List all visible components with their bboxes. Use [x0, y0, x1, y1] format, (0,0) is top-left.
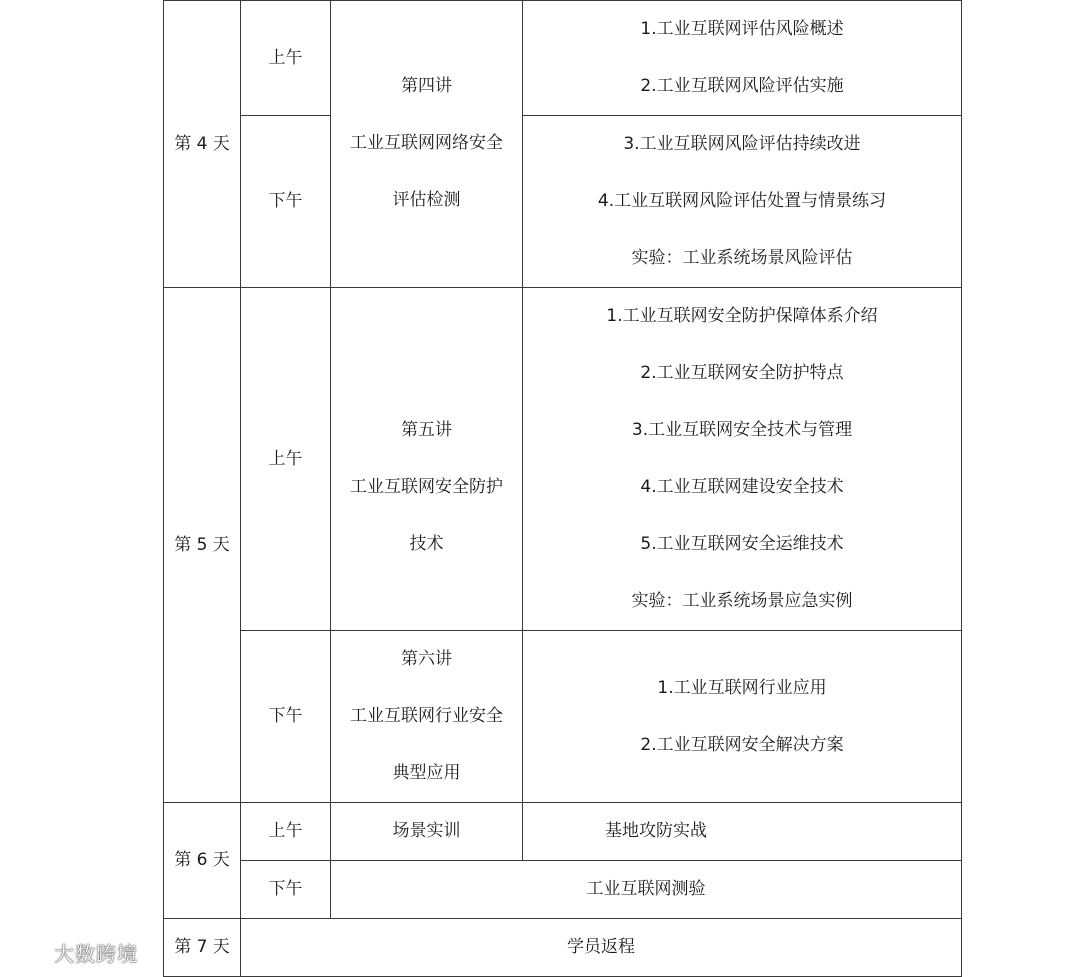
day-cell [164, 919, 241, 977]
topic-item: 4.工业互联网建设安全技术 [640, 477, 844, 497]
table-row [164, 919, 962, 977]
watermark-text: 大数跨境 [54, 942, 138, 966]
topic-item: 1.工业互联网行业应用 [657, 677, 827, 698]
watermark [6, 938, 138, 967]
day-label: 第 7 天 [174, 937, 230, 957]
period-label: 上午 [268, 821, 303, 841]
topic-item: 5.工业互联网安全运维技术 [640, 534, 844, 554]
period-cell [241, 803, 331, 861]
lecture-number: 第六讲 [401, 649, 452, 669]
table-row [164, 861, 962, 919]
exam-label: 工业互联网测验 [586, 879, 706, 899]
day-label: 第 5 天 [174, 534, 230, 555]
topic-item: 实验：工业系统场景应急实例 [631, 591, 853, 611]
topic-item: 2.工业互联网安全防护特点 [640, 363, 844, 383]
topics-cell [523, 288, 962, 631]
merged-content-cell [331, 861, 962, 919]
period-label: 上午 [268, 448, 303, 469]
topic-item: 基地攻防实战 [605, 821, 707, 841]
topics-cell [523, 1, 962, 116]
day-label: 第 4 天 [174, 133, 230, 154]
period-label: 上午 [268, 47, 303, 68]
merged-content-cell [241, 919, 962, 977]
lecture-number: 第四讲 [401, 76, 452, 96]
lecture-title: 工业互联网网络安全 [350, 133, 503, 153]
topics-cell [523, 803, 962, 861]
period-cell [241, 861, 331, 919]
topic-item: 实验：工业系统场景风险评估 [631, 248, 853, 268]
period-cell [241, 288, 331, 631]
table-row [164, 631, 962, 803]
lecture-cell [331, 1, 523, 288]
period-cell [241, 1, 331, 116]
topic-item: 3.工业互联网安全技术与管理 [631, 420, 853, 440]
lecture-title: 工业互联网行业安全 [350, 706, 503, 726]
table-row [164, 288, 962, 631]
watermark-logo-icon [6, 942, 50, 964]
period-label: 下午 [268, 706, 303, 726]
lecture-cell [331, 631, 523, 803]
topic-item: 1.工业互联网评估风险概述 [640, 19, 844, 39]
period-label: 下午 [268, 879, 303, 899]
topics-cell [523, 631, 962, 803]
lecture-title: 工业互联网安全防护 [350, 477, 503, 497]
lecture-cell [331, 288, 523, 631]
return-label: 学员返程 [567, 937, 635, 957]
lecture-cell [331, 803, 523, 861]
period-cell [241, 116, 331, 288]
day-cell [164, 1, 241, 288]
day-cell [164, 803, 241, 919]
lecture-title: 场景实训 [392, 821, 461, 841]
topic-item: 2.工业互联网安全解决方案 [640, 734, 844, 755]
topic-item: 4.工业互联网风险评估处置与情景练习 [597, 191, 887, 211]
period-cell [241, 631, 331, 803]
topic-item: 2.工业互联网风险评估实施 [640, 76, 844, 96]
lecture-title-cont: 典型应用 [392, 763, 461, 783]
topic-item: 1.工业互联网安全防护保障体系介绍 [606, 306, 878, 326]
day-label: 第 6 天 [174, 850, 230, 870]
table-row [164, 803, 962, 861]
training-schedule-table [163, 0, 962, 977]
period-label: 下午 [268, 191, 303, 211]
day-cell [164, 288, 241, 803]
table-row [164, 1, 962, 116]
topics-cell [523, 116, 962, 288]
lecture-title-cont: 技术 [409, 534, 444, 554]
lecture-title-cont: 评估检测 [392, 190, 461, 210]
table-row [164, 116, 962, 288]
topic-item: 3.工业互联网风险评估持续改进 [623, 134, 861, 154]
lecture-number: 第五讲 [401, 420, 452, 440]
